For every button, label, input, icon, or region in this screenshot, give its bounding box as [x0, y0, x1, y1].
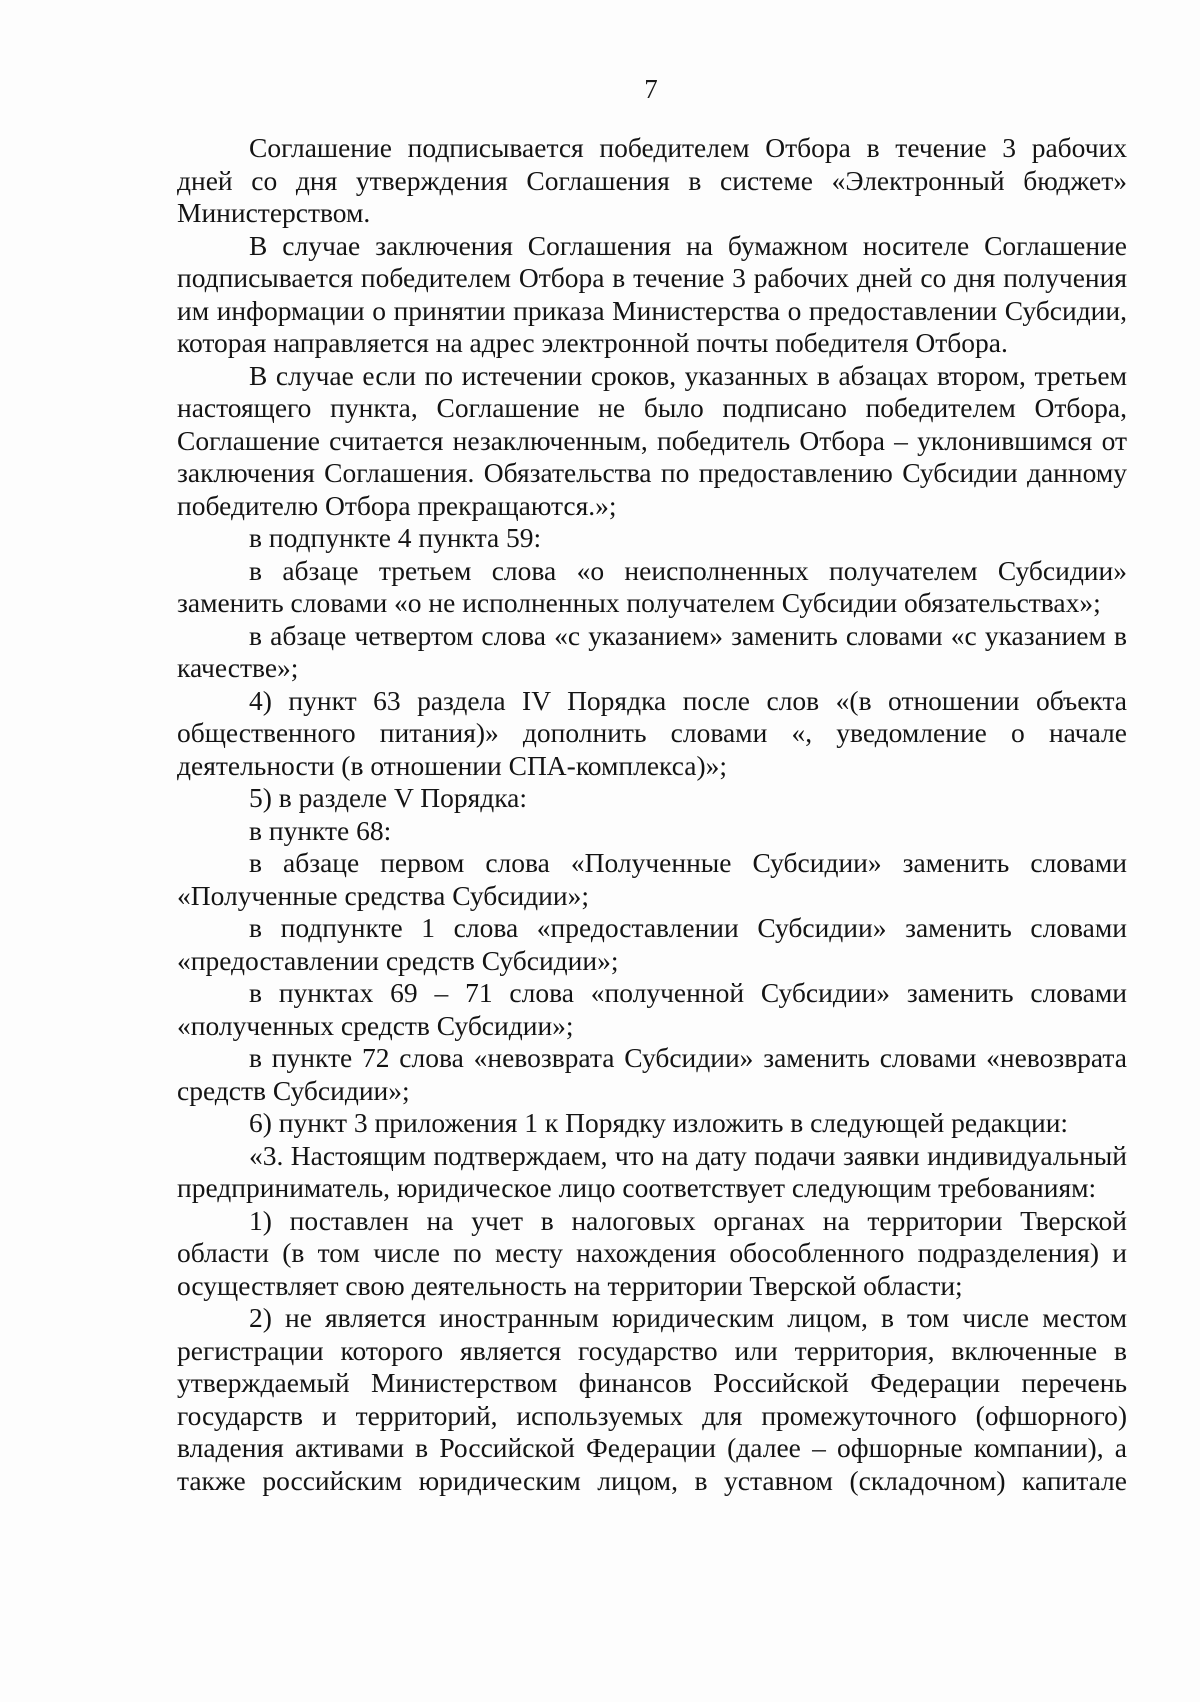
paragraph: 4) пункт 63 раздела IV Порядка после слов «(в отношении объекта общественного питания)» дополнить словами «, уведомление о начале деятельности (в отношении СПА-комплекса)»;: [177, 684, 1127, 781]
paragraph: в пункте 68:: [249, 814, 392, 846]
paragraph: в абзаце первом слова «Полученные Субсидии» заменить словами «Полученные средства Субсидии»;: [177, 847, 1127, 911]
paragraph: в подпункте 1 слова «предоставлении Субсидии» заменить словами «предоставлении средств Субсидии»;: [177, 912, 1127, 976]
paragraph: 1) поставлен на учет в налоговых органах на территории Тверской области (в том числе по месту нахождения обособленного подразделения) и осуществляет свою деятельность на территории Тверской области;: [177, 1204, 1127, 1301]
paragraph: в абзаце третьем слова «о неисполненных получателем Субсидии» заменить словами «о не исполненных получателем Субсидии обязательствах»;: [177, 554, 1127, 618]
paragraph: 6) пункт 3 приложения 1 к Порядку изложить в следующей редакции:: [249, 1107, 1069, 1138]
page-number: 7: [644, 74, 658, 104]
paragraph: в абзаце четвертом слова «с указанием» заменить словами «с указанием в качестве»;: [177, 619, 1127, 683]
document-body: [177, 132, 1127, 1497]
paragraph: «3. Настоящим подтверждаем, что на дату подачи заявки индивидуальный предприниматель, юридическое лицо соответствует следующим требованиям:: [177, 1139, 1127, 1203]
paragraph: в подпункте 4 пункта 59:: [249, 522, 542, 553]
paragraph: 5) в разделе V Порядка:: [249, 782, 527, 813]
paragraph: В случае если по истечении сроков, указанных в абзацах втором, третьем настоящего пункта, Соглашение не было подписано победителем Отбора, Соглашение считается незаключенным, победитель Отбора – уклонившимся от заключения Соглашения. Обязательства по предоставлению Субсидии данному победителю Отбора прекращаются.»;: [177, 359, 1127, 521]
paragraph: В случае заключения Соглашения на бумажном носителе Соглашение подписывается победителем Отбора в течение 3 рабочих дней со дня получения им информации о принятии приказа Министерства о предоставлении Субсидии, которая направляется на адрес электронной почты победителя Отбора.: [177, 229, 1127, 358]
paragraph: 2) не является иностранным юридическим лицом, в том числе местом регистрации которого является государство или территория, включенные в утверждаемый Министерством финансов Российской Федерации перечень государств и территорий, используемых для промежуточного (офшорного) владения активами в Российской Федерации (далее – офшорные компании), а также российским юридическим лицом, в уставном (складочном) капитале: [177, 1302, 1127, 1496]
paragraph: Соглашение подписывается победителем Отбора в течение 3 рабочих дней со дня утверждения Соглашения в системе «Электронный бюджет» Министерством.: [177, 132, 1127, 228]
paragraph: в пунктах 69 – 71 слова «полученной Субсидии» заменить словами «полученных средств Субсидии»;: [177, 977, 1127, 1041]
paragraph: в пункте 72 слова «невозврата Субсидии» заменить словами «невозврата средств Субсидии»;: [177, 1042, 1127, 1106]
